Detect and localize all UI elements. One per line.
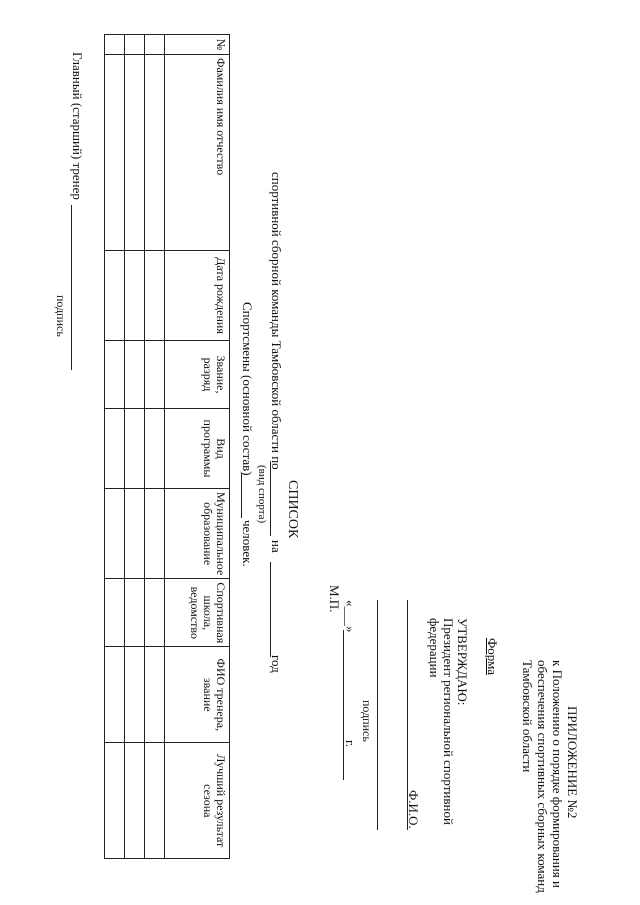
sport-hint: (вид спорта) bbox=[256, 465, 268, 524]
table-cell[interactable] bbox=[145, 743, 165, 859]
table-cell[interactable] bbox=[105, 341, 125, 409]
table-cell[interactable] bbox=[125, 489, 145, 579]
header-birth-date: Дата рождения bbox=[165, 251, 230, 341]
appendix-line-2: обеспечения спортивных сборных команд bbox=[535, 660, 550, 893]
season-line-suffix: человек. bbox=[240, 520, 255, 567]
table-cell[interactable] bbox=[125, 251, 145, 341]
season-line-prefix: Спортсмены (основной состав) bbox=[240, 302, 255, 476]
athletes-table bbox=[104, 34, 230, 859]
appendix-block bbox=[520, 660, 580, 893]
header-number: № bbox=[165, 35, 230, 55]
header-program: Вид программы bbox=[165, 409, 230, 489]
table-row bbox=[145, 35, 165, 859]
approval-signature-label: подпись bbox=[360, 700, 374, 742]
form-label: Форма bbox=[485, 638, 500, 675]
table-cell[interactable] bbox=[105, 489, 125, 579]
coach-signature-line bbox=[71, 205, 72, 370]
header-municipality: Муниципальное образование bbox=[165, 489, 230, 579]
table-cell[interactable] bbox=[125, 409, 145, 489]
table-cell[interactable] bbox=[125, 55, 145, 251]
table-cell[interactable] bbox=[145, 251, 165, 341]
table-cell[interactable] bbox=[145, 409, 165, 489]
table-cell[interactable] bbox=[125, 35, 145, 55]
header-rank: Звание, разряд bbox=[165, 341, 230, 409]
table-cell[interactable] bbox=[125, 743, 145, 859]
table-cell[interactable] bbox=[105, 647, 125, 743]
appendix-line-3: Тамбовской области bbox=[520, 660, 535, 773]
header-sport-school: Спортивная школа, ведомство bbox=[165, 579, 230, 647]
appendix-line-1: к Положению о порядке формирования и bbox=[550, 660, 565, 888]
team-line-year: год bbox=[269, 655, 284, 673]
table-cell[interactable] bbox=[105, 251, 125, 341]
table-cell[interactable] bbox=[105, 55, 125, 251]
header-full-name: Фамилия имя отчество bbox=[165, 55, 230, 251]
stamp-label: М.П. bbox=[327, 585, 342, 613]
table-cell[interactable] bbox=[125, 647, 145, 743]
signature-line bbox=[377, 600, 378, 830]
year-line bbox=[270, 562, 271, 657]
table-header-row bbox=[165, 35, 230, 859]
count-line bbox=[241, 473, 242, 518]
table-cell[interactable] bbox=[145, 35, 165, 55]
table-cell[interactable] bbox=[105, 743, 125, 859]
table-cell[interactable] bbox=[145, 647, 165, 743]
approval-line-2: федерации bbox=[427, 618, 442, 678]
coach-signature-label: подпись bbox=[54, 295, 68, 337]
coach-label: Главный (старший) тренер bbox=[70, 52, 85, 200]
table-cell[interactable] bbox=[105, 35, 125, 55]
table-cell[interactable] bbox=[145, 341, 165, 409]
header-best-result: Лучший результат сезона bbox=[165, 743, 230, 859]
approval-heading: УТВЕРЖДАЮ: bbox=[455, 618, 470, 706]
sport-line bbox=[270, 461, 271, 536]
table-cell[interactable] bbox=[145, 579, 165, 647]
table-cell[interactable] bbox=[145, 55, 165, 251]
table-cell[interactable] bbox=[105, 579, 125, 647]
table-cell[interactable] bbox=[145, 489, 165, 579]
table-row bbox=[105, 35, 125, 859]
appendix-title: ПРИЛОЖЕНИЕ №2 bbox=[565, 706, 580, 819]
date-line bbox=[343, 630, 344, 780]
approval-line-1: Президент региональной спортивной bbox=[441, 618, 456, 825]
team-line-on: на bbox=[269, 540, 284, 553]
table-cell[interactable] bbox=[105, 409, 125, 489]
team-line-prefix: спортивной сборной команды Тамбовской области по bbox=[269, 172, 284, 470]
list-title: СПИСОК bbox=[285, 480, 300, 539]
table-cell[interactable] bbox=[125, 341, 145, 409]
table-cell[interactable] bbox=[125, 579, 145, 647]
table-row bbox=[125, 35, 145, 859]
fio-label: Ф.И.О. bbox=[406, 790, 421, 829]
approval-date-open: «___» bbox=[343, 600, 358, 633]
header-coach: ФИО тренера, звание bbox=[165, 647, 230, 743]
approval-year-suffix: г. bbox=[343, 740, 358, 748]
